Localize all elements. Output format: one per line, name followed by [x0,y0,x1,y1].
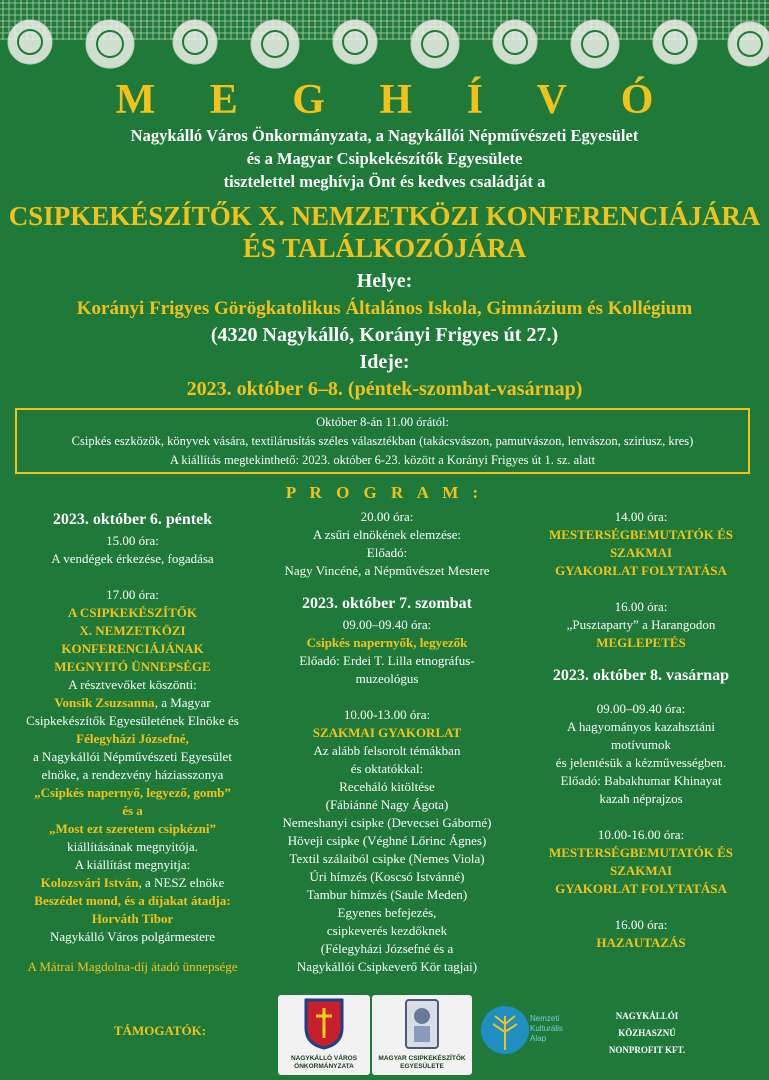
person-role: Nagykálló Város polgármestere [49,929,216,944]
place-name: Korányi Frigyes Görögkatolikus Általános Iskola, Gimnázium és Kollégium [76,298,693,319]
event-desc: Textil szálaiból csipke (Nemes Viola) [289,851,485,866]
event-desc: kiállításának megnyitója. [67,839,198,854]
nka-line: Nemzeti [530,1014,560,1023]
time-label: Ideje: [359,351,410,373]
event-desc: „Pusztaparty” a Harangodon [566,617,716,632]
event-title: GYAKORLAT FOLYTATÁSA [555,563,727,578]
person-role: , a NESZ elnöke [138,875,225,890]
intro-line: tisztelettel meghívja Önt és kedves családját a [223,172,546,191]
logo-csipkekeszitok [372,995,472,1075]
time: 17.00 óra: [106,587,159,602]
event-title: KONFERENCIÁJÁNAK [61,641,204,656]
day-heading: 2023. október 8. vasárnap [552,667,730,684]
event-title: MEGNYITÓ ÜNNEPSÉGE [54,659,211,674]
info-line: Csipkés eszközök, könyvek vására, textilárusítás széles választékban (takácsvászon, pamutvászon, lenvászon, sziriusz, kres) [71,434,694,448]
event-desc: elnöke, a rendezvény háziasszonya [41,767,224,782]
event-desc: A hagyományos kazahsztáni [566,719,715,734]
event-desc: Úri hímzés (Koscsó Istvánné) [309,869,465,884]
event-title: MEGLEPETÉS [596,635,686,650]
info-line: A kiállítás megtekinthető: 2023. október 6-23. között a Korányi Frigyes út 1. sz. alatt [169,453,596,467]
conference-title [0,200,769,264]
logo-nonprofit-kft [592,1002,702,1064]
event-title: GYAKORLAT FOLYTATÁSA [555,881,727,896]
time: 20.00 óra: [360,509,414,524]
nkft-line: KÖZHASZNÚ [618,1028,676,1038]
lace-border-decoration [0,0,769,72]
time: 16.00 óra: [614,917,668,932]
event-desc: Előadó: Babakhumar Khinayat [560,773,722,788]
event-title: SZAKMAI [609,545,673,560]
time: 10.00-16.00 óra: [597,827,685,842]
event-desc: és oktatókkal: [350,761,424,776]
person-name: Horváth Tibor [91,911,174,926]
event-desc: Nemeshanyi csipke (Devecsei Gáborné) [282,815,492,830]
event-title: Csipkés napernyők, legyezők [306,635,468,650]
supporters-label: TÁMOGATÓK: [113,1023,207,1038]
event-desc: Nagy Vincéné, a Népművészet Mestere [284,563,490,578]
program-heading: P R O G R A M : [285,483,484,502]
nkft-line: NONPROFIT KFT. [608,1045,686,1055]
person-name: Kolozsvári István [40,875,139,890]
info-line: Október 8-án 11.00 órától: [316,415,449,429]
program-column-friday [5,508,260,976]
event-desc: muzeológus [355,671,419,686]
event-desc: A Mátrai Magdolna-díj átadó ünnepsége [27,959,238,974]
place-address: (4320 Nagykálló, Korányi Frigyes út 27.) [210,324,559,346]
event-desc: és jelentésük a kézművességben. [555,755,727,770]
time: 09.00–09.40 óra: [342,617,432,632]
event-desc: Höveji csipke (Véghné Lőrinc Ágnes) [287,833,487,848]
event-desc: (Félegyházi Józsefné és a [320,941,454,956]
event-title: SZAKMAI GYAKORLAT [312,725,462,740]
page-title: M E G H Í V Ó [115,77,676,123]
event-desc [5,874,260,892]
time: 14.00 óra: [614,509,668,524]
event-desc: Az alább felsorolt témákban [313,743,461,758]
event-desc: A kiállítást megnyitja: [74,857,191,872]
place-label: Helye: [356,270,413,292]
coat-of-arms-icon [304,998,344,1050]
time: 16.00 óra: [614,599,668,614]
nkft-line: NAGYKÁLLÓI [615,1011,679,1021]
program-column-sunday [516,508,766,952]
logo-caption: NAGYKÁLLÓ VÁROS [290,1055,358,1062]
event-title: SZAKMAI [609,863,673,878]
event-desc: A résztvevőket köszönti: [68,677,197,692]
event-desc: A vendégek érkezése, fogadása [51,551,214,566]
person-role: , a Magyar [154,695,211,710]
intro-line: Nagykálló Város Önkormányzata, a Nagykállói Népművészeti Egyesület [130,126,639,145]
time-value: 2023. október 6–8. (péntek-szombat-vasárnap) [186,378,583,400]
logo-caption: EGYESÜLETE [400,1063,444,1070]
day-heading: 2023. október 6. péntek [52,511,213,528]
event-desc: kazah néprajzos [599,791,683,806]
logo-caption: ÖNKORMÁNYZATA [294,1063,354,1070]
exhibition-title: „Most ezt szeretem csipkézni” [49,821,216,836]
event-desc: Nagykállói Csipkeverő Kör tagjai) [296,959,478,974]
time: 10.00-13.00 óra: [343,707,431,722]
nka-line: Kulturális [530,1024,563,1033]
event-title: A CSIPKEKÉSZÍTŐK [68,605,197,620]
person-name: Vonsik Zsuzsanna [54,695,155,710]
event-title: MESTERSÉGBEMUTATÓK ÉS [548,845,734,860]
logo-caption: MAGYAR CSIPKEKÉSZÍTŐK [378,1055,466,1062]
intro-line: és a Magyar Csipkekészítők Egyesülete [246,149,523,168]
event-desc: Csipkekészítők Egyesületének Elnöke és [26,713,239,728]
event-desc: csipkeverés kezdőknek [326,923,448,938]
intro-text [0,124,769,193]
person-name: Félegyházi Józsefné, [76,731,189,746]
time: 09.00–09.40 óra: [596,701,686,716]
event-title: MESTERSÉGBEMUTATÓK ÉS [548,527,734,542]
program-column-saturday [262,508,512,976]
event-desc: Előadó: Erdei T. Lilla etnográfus- [299,653,475,668]
event-desc: a Nagykállói Népművészeti Egyesület [33,749,232,764]
venue-block [0,268,769,403]
event-desc: motívumok [611,737,671,752]
event-desc: A zsűri elnökének elemzése: [312,527,462,542]
event-desc: Egyenes befejezés, [337,905,437,920]
event-desc: Receháló kitöltése [339,779,435,794]
time: 15.00 óra: [106,533,159,548]
conference-title-line1: CSIPKEKÉSZÍTŐK X. NEMZETKÖZI KONFERENCIÁJÁRA [8,201,761,231]
fair-info-box [15,408,750,474]
event-desc: Tambur hímzés (Saule Meden) [306,887,468,902]
nka-tree-icon [480,1002,530,1058]
lace-emblem-icon [404,998,440,1050]
exhibition-title: „Csipkés napernyő, legyező, gomb” [34,785,231,800]
nka-line: Alap [530,1034,547,1043]
event-desc [5,694,260,712]
event-title: X. NEMZETKÖZI [79,623,186,638]
event-desc: Beszédet mond, és a díjakat átadja: [34,893,231,908]
event-title: HAZAUTAZÁS [596,935,686,950]
event-desc: (Fábiánné Nagy Ágota) [325,797,449,812]
logo-nagykallo-city [278,995,370,1075]
nka-text [530,1014,563,1044]
conjunction: és a [122,803,143,818]
conference-title-line2: ÉS TALÁLKOZÓJÁRA [242,233,527,263]
day-heading: 2023. október 7. szombat [302,595,472,612]
event-desc: Előadó: [366,545,408,560]
logo-nka [478,1000,588,1064]
